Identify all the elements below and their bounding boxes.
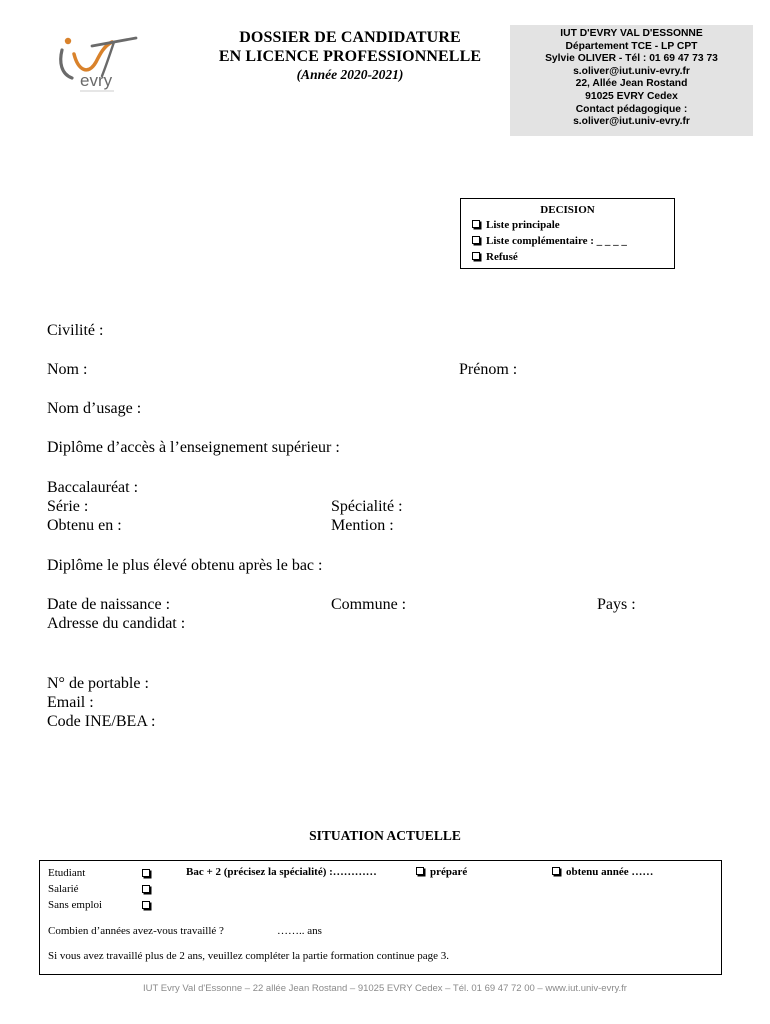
contact-line: IUT D'EVRY VAL D'ESSONNE: [560, 28, 703, 39]
decision-box: [460, 198, 675, 269]
situation-title: SITUATION ACTUELLE: [309, 828, 461, 843]
field-date-naissance[interactable]: Date de naissance :: [47, 596, 171, 613]
situation-note: Si vous avez travaillé plus de 2 ans, veuillez compléter la partie formation continue page 3.: [48, 950, 450, 962]
status-etudiant: Etudiant: [48, 867, 86, 879]
status-sans-emploi: Sans emploi: [48, 899, 103, 911]
contact-line: 22, Allée Jean Rostand: [575, 78, 688, 90]
field-diplome-acces[interactable]: Diplôme d’accès à l’enseignement supérieur :: [47, 439, 340, 456]
field-nom[interactable]: Nom :: [47, 361, 88, 378]
field-prenom[interactable]: Prénom :: [459, 361, 518, 378]
document-title: [195, 28, 505, 84]
years-question: Combien d’années avez-vous travaillé ?: [48, 925, 224, 937]
field-commune[interactable]: Commune :: [331, 596, 407, 613]
iut-evry-logo: [52, 32, 144, 94]
option-prepare[interactable]: préparé: [416, 866, 467, 878]
checkbox-etudiant-icon[interactable]: [142, 869, 150, 877]
decision-option-principale[interactable]: Liste principale: [472, 217, 674, 233]
field-nom-usage[interactable]: Nom d’usage :: [47, 400, 142, 417]
page-footer: IUT Evry Val d'Essonne – 22 allée Jean Rostand – 91025 EVRY Cedex – Tél. 01 69 47 72 00 – www.iut.univ-evry.fr: [143, 983, 627, 994]
field-portable[interactable]: N° de portable :: [47, 675, 149, 692]
situation-box: [39, 860, 722, 975]
field-baccalaureat: Baccalauréat :: [47, 479, 139, 496]
title-line-2: EN LICENCE PROFESSIONNELLE: [218, 48, 482, 65]
checkbox-icon[interactable]: [552, 867, 560, 875]
checkbox-sans-emploi-icon[interactable]: [142, 901, 150, 909]
decision-option-complementaire[interactable]: Liste complémentaire : _ _ _ _: [472, 233, 674, 249]
contact-line: s.oliver@iut.univ-evry.fr: [573, 116, 690, 128]
contact-box: [510, 25, 753, 136]
status-salarie: Salarié: [48, 883, 79, 895]
field-email[interactable]: Email :: [47, 694, 94, 711]
checkbox-icon[interactable]: [416, 867, 424, 875]
field-serie[interactable]: Série :: [47, 498, 89, 515]
field-mention[interactable]: Mention :: [331, 517, 394, 534]
checkbox-salarie-icon[interactable]: [142, 885, 150, 893]
checkbox-icon[interactable]: [472, 220, 480, 228]
svg-text:evry: evry: [80, 71, 113, 90]
title-line-1: DOSSIER DE CANDIDATURE: [239, 29, 461, 46]
decision-title: DECISION: [540, 204, 595, 216]
bac2-specialite: Bac + 2 (précisez la spécialité) :…………: [186, 866, 377, 878]
field-pays[interactable]: Pays :: [597, 596, 636, 613]
decision-option-refuse[interactable]: Refusé: [472, 249, 674, 265]
years-answer[interactable]: …….. ans: [277, 925, 322, 937]
academic-year: (Année 2020-2021): [296, 67, 404, 82]
checkbox-icon[interactable]: [472, 252, 480, 260]
field-diplome-eleve[interactable]: Diplôme le plus élevé obtenu après le bac :: [47, 557, 323, 574]
field-ine[interactable]: Code INE/BEA :: [47, 713, 156, 730]
field-specialite[interactable]: Spécialité :: [331, 498, 403, 515]
field-civilite[interactable]: Civilité :: [47, 322, 104, 339]
contact-line: Contact pédagogique :: [575, 103, 688, 115]
logo-graphic: [52, 32, 144, 94]
checkbox-icon[interactable]: [472, 236, 480, 244]
contact-line: 91025 EVRY Cedex: [585, 90, 678, 102]
contact-line: Département TCE - LP CPT: [565, 40, 698, 52]
field-adresse[interactable]: Adresse du candidat :: [47, 615, 186, 632]
contact-line: s.oliver@iut.univ-evry.fr: [573, 65, 690, 77]
field-obtenu-en[interactable]: Obtenu en :: [47, 517, 122, 534]
option-obtenu[interactable]: obtenu année ……: [552, 866, 653, 878]
contact-line: Sylvie OLIVER - Tél : 01 69 47 73 73: [545, 53, 718, 65]
